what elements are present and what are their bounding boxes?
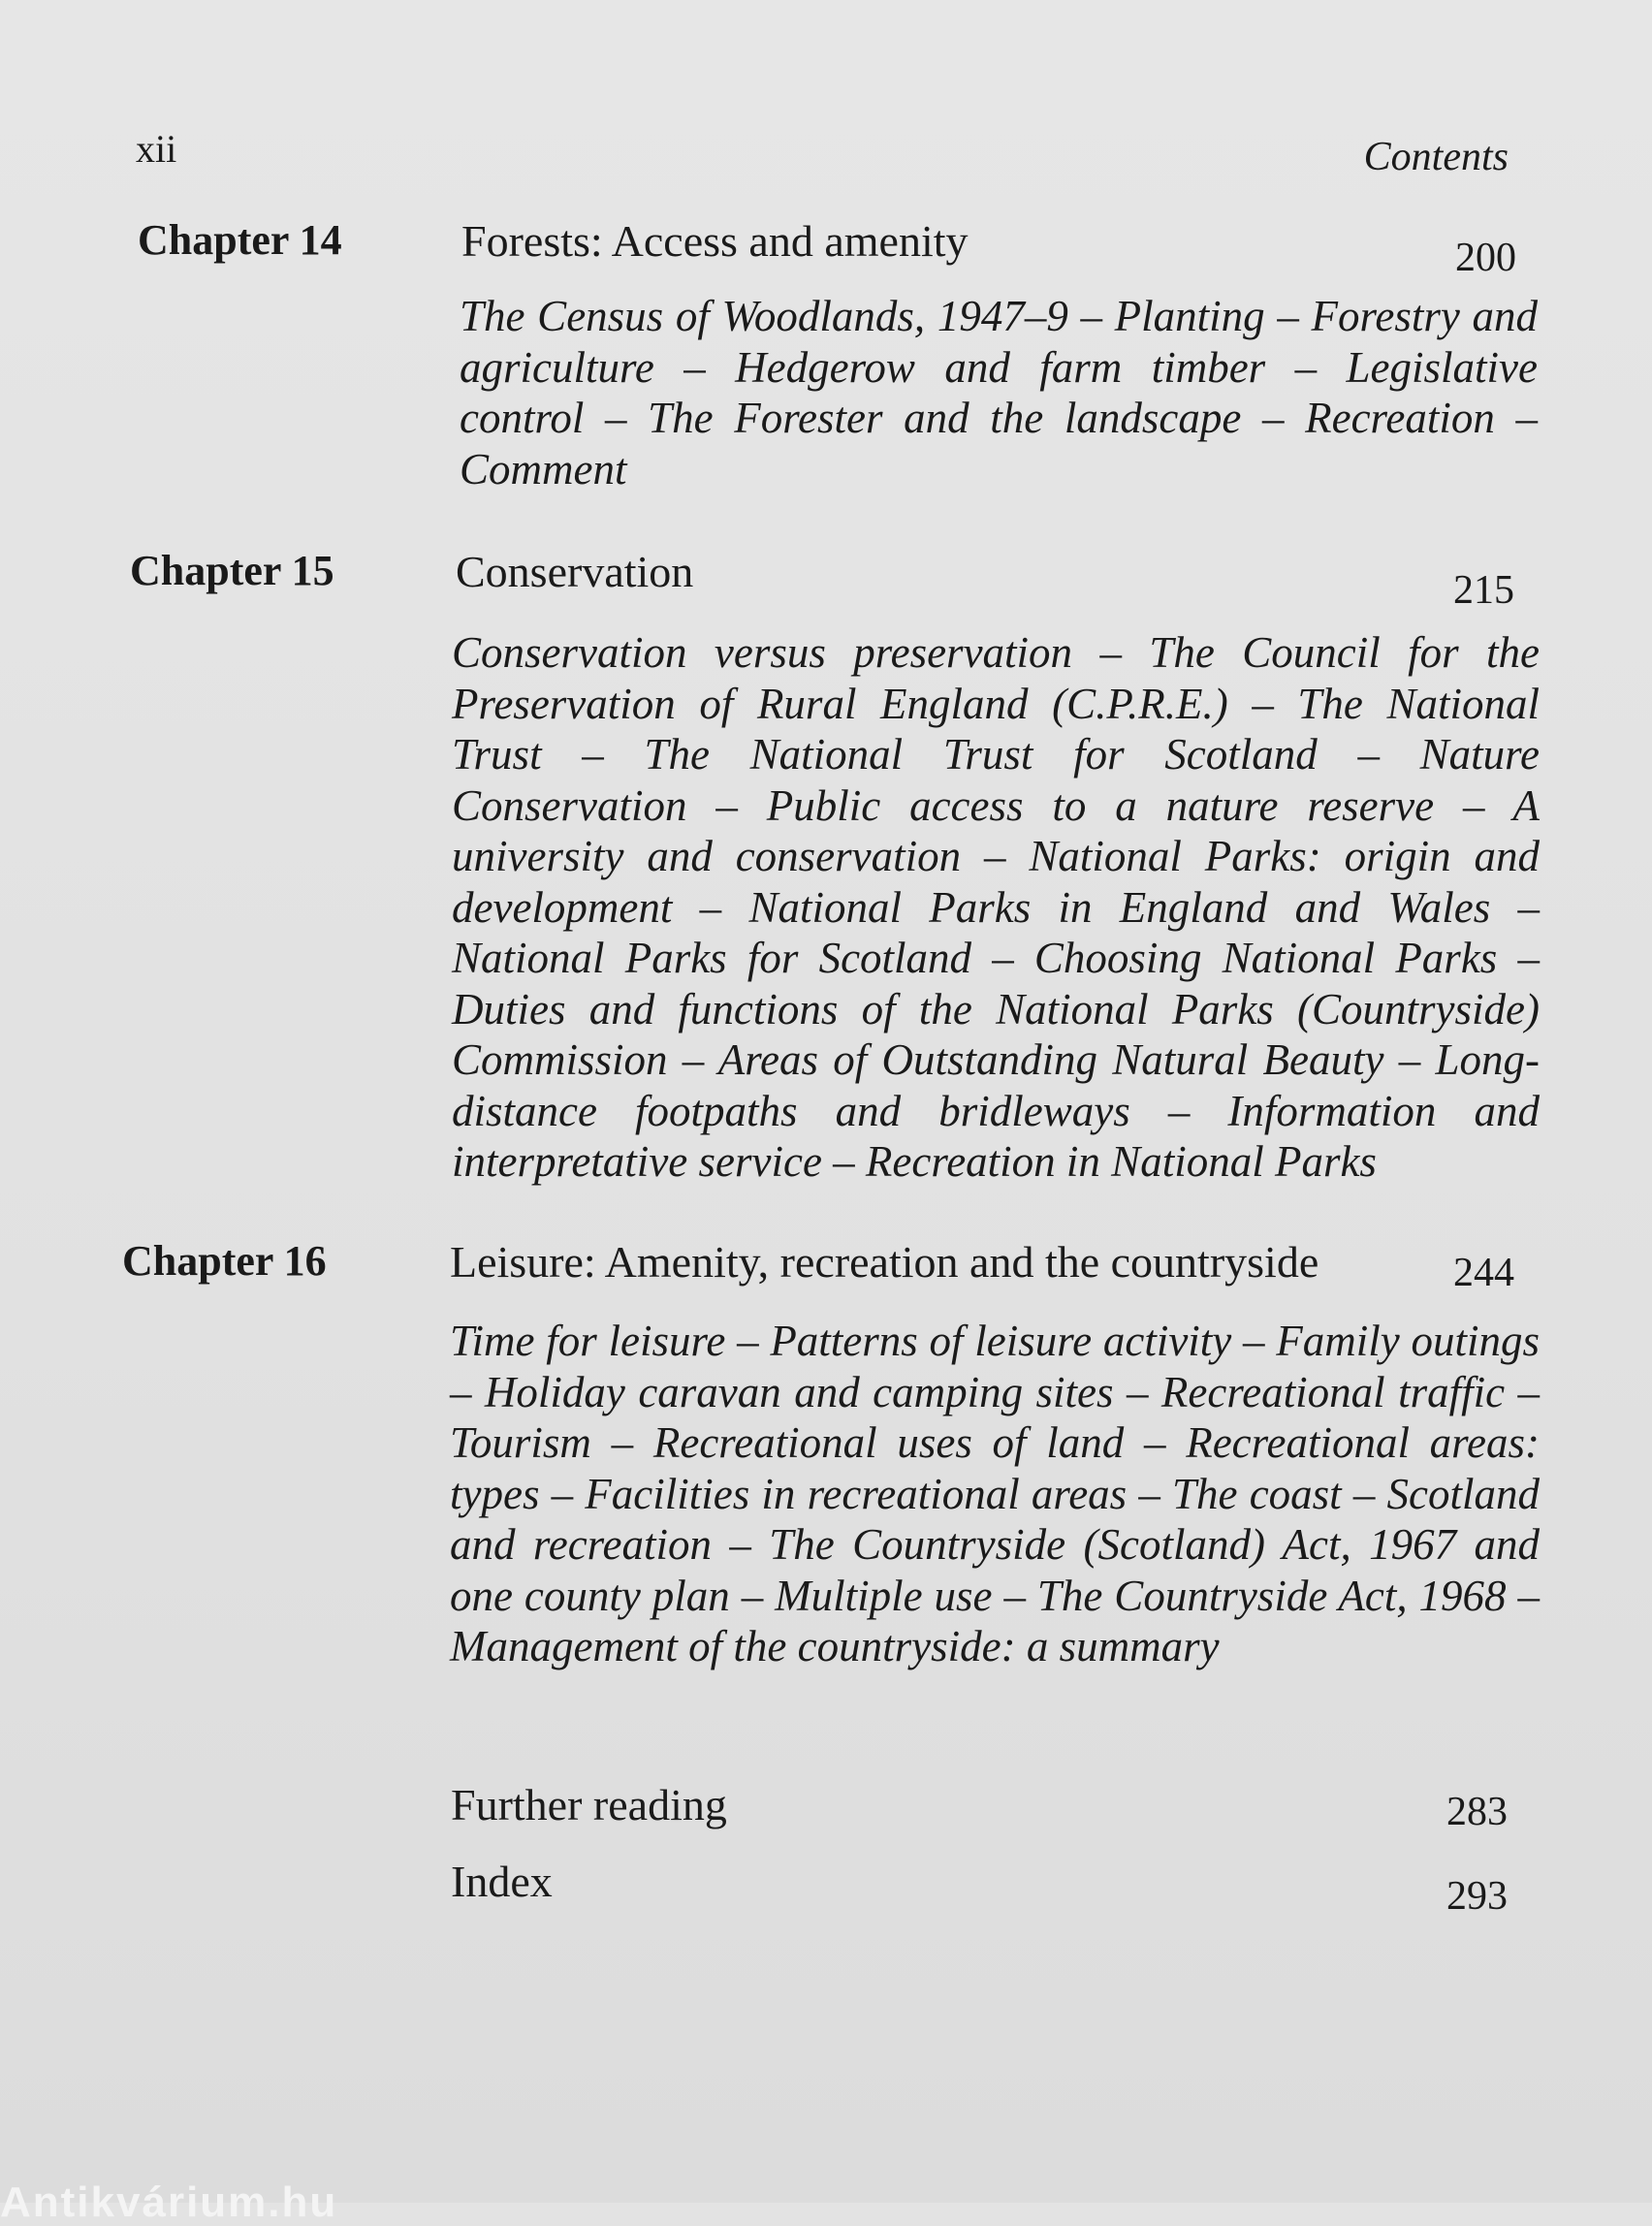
index-entry: [451, 1856, 1508, 1919]
chapter-title: Conservation: [456, 547, 694, 596]
chapter-page-number: 200: [1455, 236, 1516, 280]
back-matter-title: Index: [451, 1857, 553, 1906]
chapter-title: Forests: Access and amenity: [461, 216, 969, 266]
chapter-summary: Conservation versus preservation – The Council for the Preservation of Rural England (C.P.R.E.) – The National Trust – The National Trust for Scotland – Nature Conservation – Public access to a nature reserve – A university and conservation – National Parks: origin and development – National Parks in England and Wales – National Parks for Scotland – Choosing National Parks – Duties and functions of the National Parks (Countryside) Commission – Areas of Outstanding Natural Beauty – Long-distance footpaths and bridleways – Information and interpretative service – Recreation in National Parks: [452, 628, 1540, 1186]
chapter-page-number: 215: [1453, 568, 1514, 613]
chapter-page-number: 244: [1453, 1251, 1514, 1295]
chapter-summary: The Census of Woodlands, 1947–9 – Planting – Forestry and agriculture – Hedgerow and farm timber – Legislative control – The Forester and the landscape – Recreation – Comment: [460, 292, 1538, 493]
section-title: Contents: [1363, 135, 1509, 179]
page-number: xii: [136, 127, 177, 171]
chapter-label: Chapter 14: [138, 216, 342, 264]
chapter-label: Chapter 16: [122, 1237, 327, 1285]
chapter-title: Leisure: Amenity, recreation and the countryside: [450, 1237, 1319, 1287]
further-reading-entry: [451, 1779, 1508, 1837]
running-head: [136, 126, 1509, 184]
back-matter-page-number: 293: [1446, 1874, 1508, 1919]
back-matter-page-number: 283: [1446, 1790, 1508, 1834]
chapter-summary: Time for leisure – Patterns of leisure activity – Family outings – Holiday caravan and camping sites – Recreational traffic – Tourism – Recreational uses of land – Recreational areas: types – Facilities in recreational areas – The coast – Scotland and recreation – The Countryside (Scotland) Act, 1967 and one county plan – Multiple use – The Countryside Act, 1968 – Management of the countryside: a summary: [450, 1317, 1540, 1670]
back-matter-title: Further reading: [451, 1780, 727, 1829]
watermark: Antikvárium.hu: [0, 2178, 338, 2226]
chapter-label: Chapter 15: [130, 547, 334, 594]
